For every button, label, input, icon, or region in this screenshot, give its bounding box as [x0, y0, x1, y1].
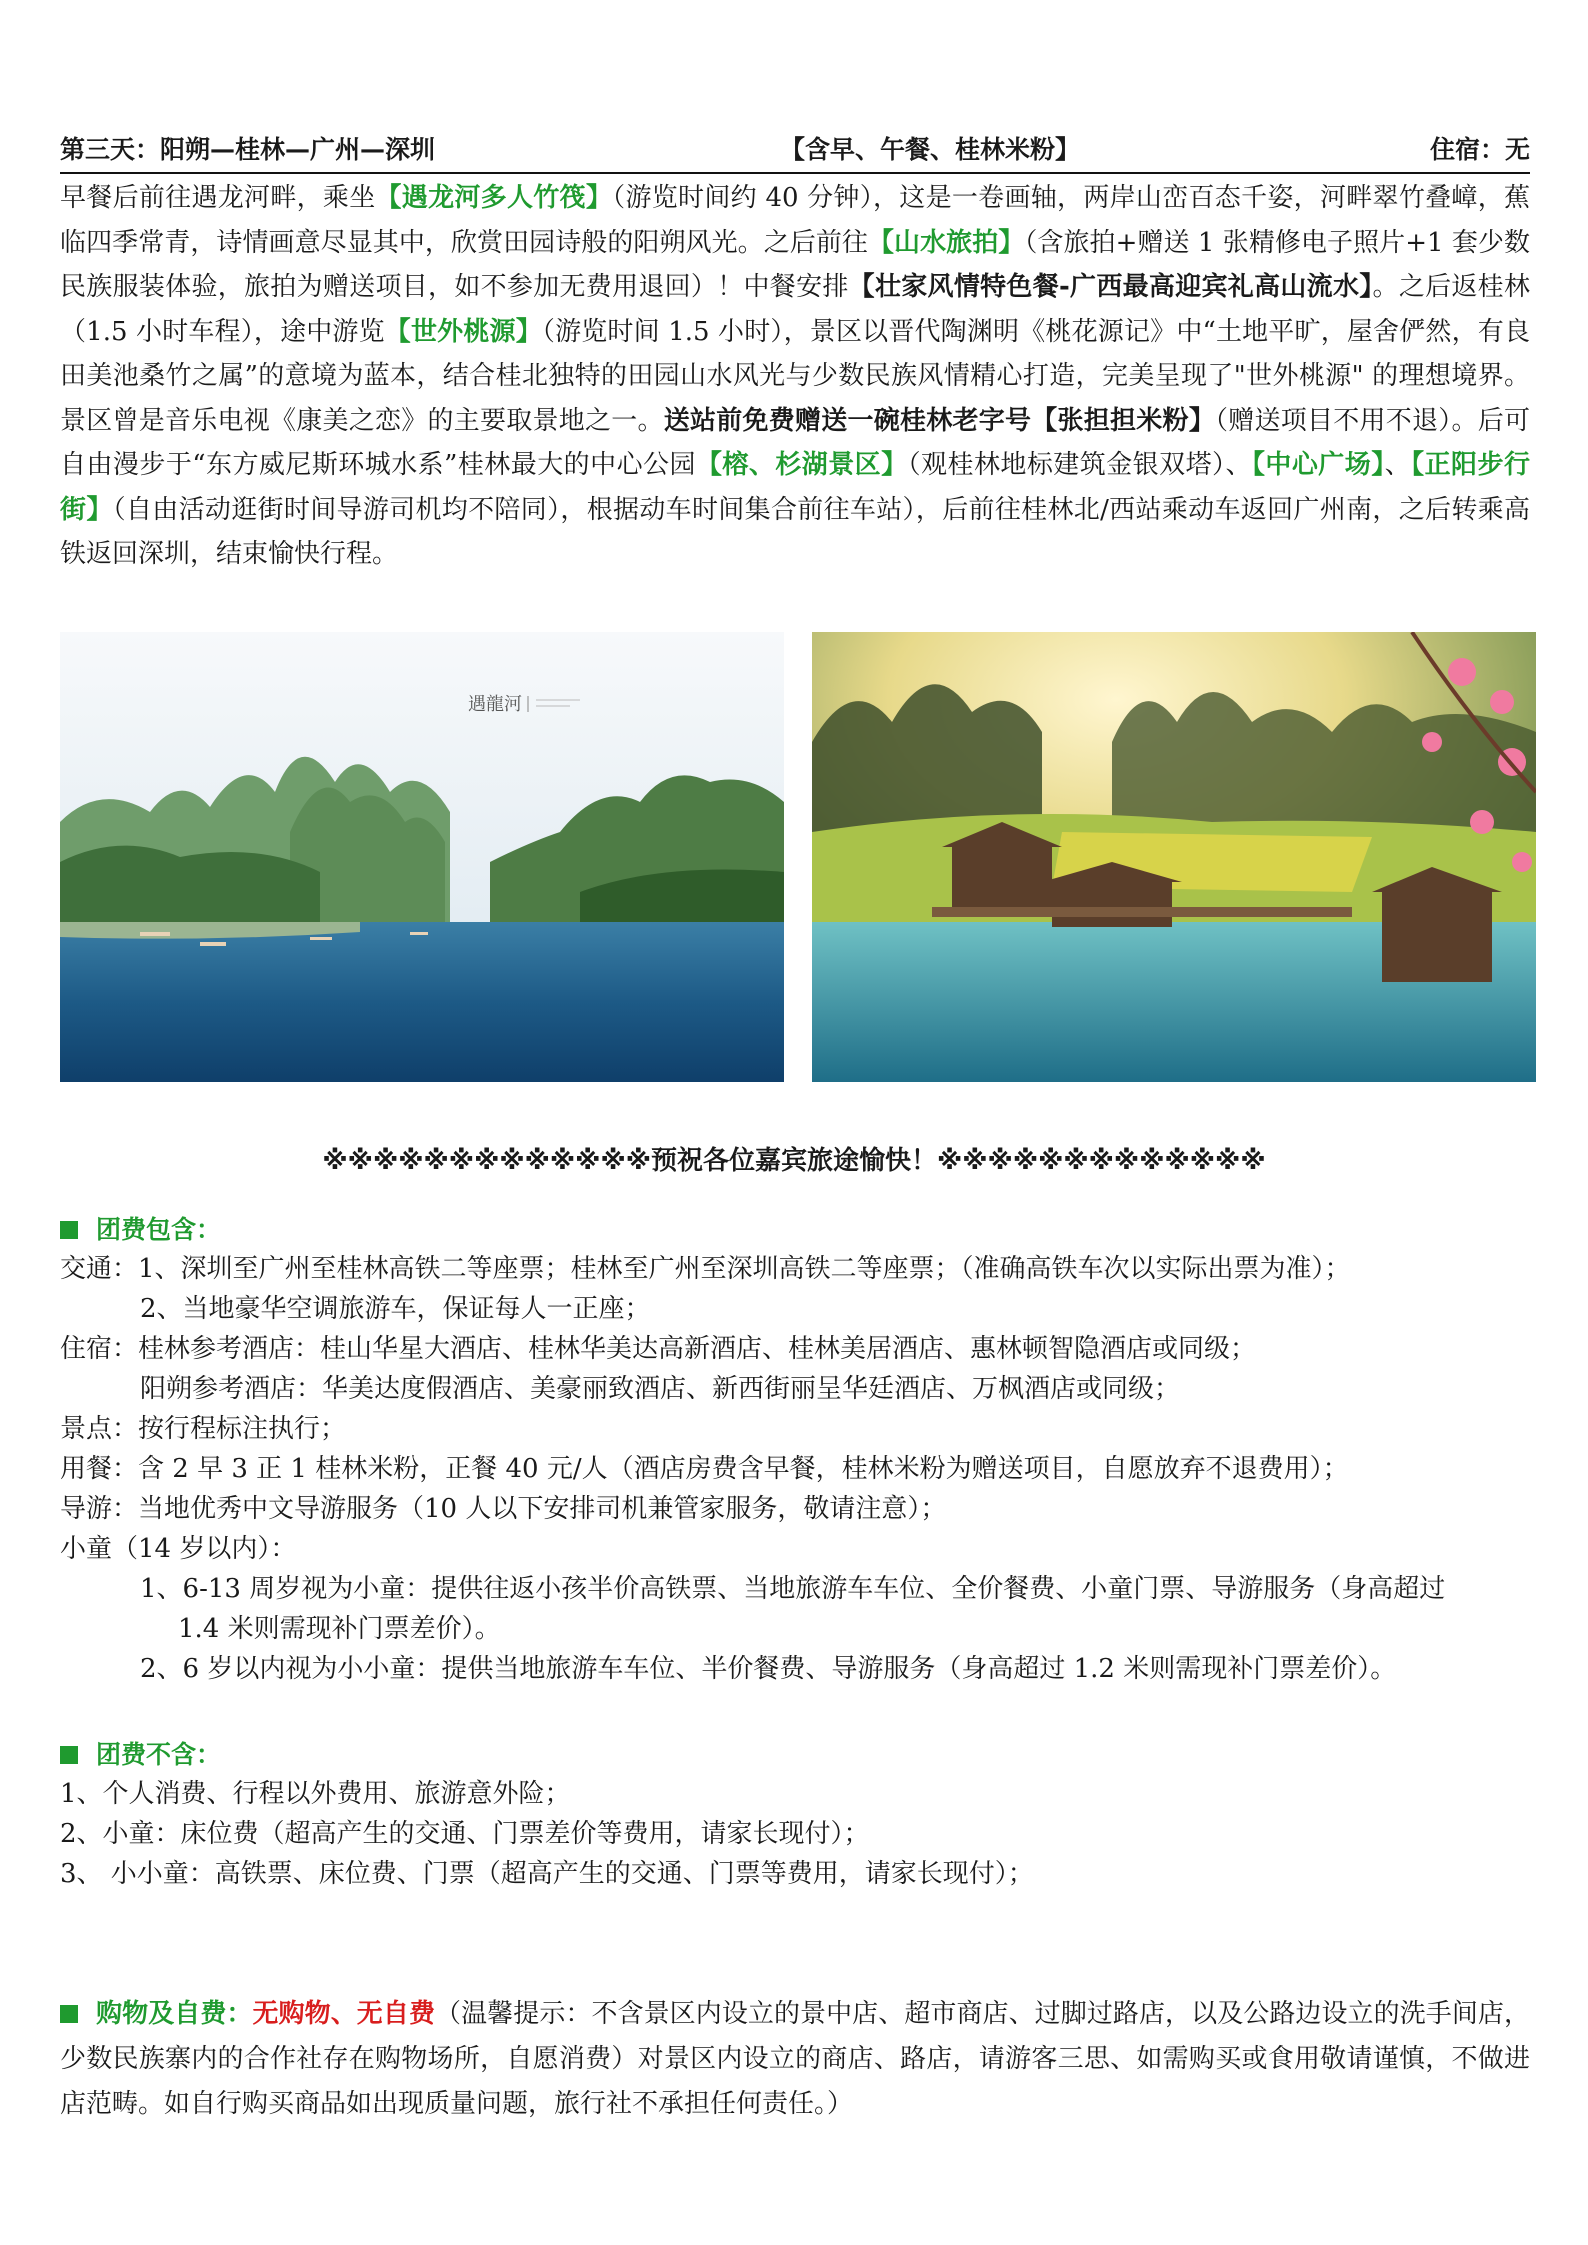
itinerary-text: 、	[1384, 450, 1412, 480]
included-line: 住宿：桂林参考酒店：桂山华星大酒店、桂林华美达高新酒店、桂林美居酒店、惠林顿智隐酒店或同级；	[60, 1334, 1257, 1364]
shopping-paragraph	[60, 1992, 1530, 2127]
photo-caption: 遇龍河	[468, 694, 522, 715]
excluded-heading	[60, 1735, 221, 1771]
included-line: 小童（14 岁以内）：	[60, 1534, 297, 1564]
included-line: 导游：当地优秀中文导游服务（10 人以下安排司机兼管家服务，敬请注意）；	[60, 1494, 947, 1524]
shopping-text: （温馨提示：不含景区内设立的景中店、超市商店、过脚过路店，以及公路边设立的洗手间店，少数民族寨内的合作社存在购物场所，自愿消费）对景区内设立的商店、路店，请游客三思、如需购买或食用敬请谨慎，不做进店范畴。如自行购买商品如出现质量问题，旅行社不承担任何责任。）	[60, 1999, 1530, 2119]
itinerary-paragraph	[60, 176, 1530, 577]
itinerary-text: （游览时间 1.5 小时），景区以晋代陶渊明《桃花源记》中“土地平旷，屋舍俨然，有良田美池桑竹之属”的意境为蓝本，结合桂北独特的田园山水风光与少数民族风情精心打造，完美呈现了"世外桃源" 的理想境界。景区曾是音乐电视《康美之恋》的主要取景地之一。	[60, 316, 1530, 436]
itinerary-text: （游览时间约 40 分钟），这是一卷画轴，两岸山峦百态千姿，河畔翠竹叠嶂，蕉临四季常青，诗情画意尽显其中，欣赏田园诗般的阳朔风光。之后前往	[60, 183, 1530, 258]
travel-wish: ※※※※※※※※※※※※※预祝各位嘉宾旅途愉快！※※※※※※※※※※※※※	[322, 1146, 1266, 1176]
itinerary-text: （含旅拍+赠送 1 张精修电子照片+1 套少数民族服装体验，旅拍为赠送项目，如不参加无费用退回）！中餐安排	[60, 227, 1530, 302]
itinerary-text: （自由活动逛街时间导游司机均不陪同），根据动车时间集合前往车站），后前往桂林北/西站乘动车返回广州南，之后转乘高铁返回深圳，结束愉快行程。	[60, 494, 1530, 569]
included-line: 2、6 岁以内视为小小童：提供当地旅游车车位、半价餐费、导游服务（身高超过 1.2 米则需现补门票差价）。	[140, 1654, 1397, 1684]
highlight-lunch: 【壮家风情特色餐-广西最高迎宾礼高山流水】	[848, 272, 1373, 302]
itinerary-text: 早餐后前往遇龙河畔，乘坐	[60, 183, 376, 213]
shopping-title: 购物及自费：	[96, 1999, 253, 2029]
itinerary-text: （赠送项目不用不退）。后可自由漫步于“东方威尼斯环城水系”桂林最大的中心公园	[60, 405, 1530, 480]
day-accommodation: 住宿：无	[1429, 135, 1530, 164]
square-bullet-icon	[60, 1221, 78, 1239]
highlight-photo-tour: 【山水旅拍】	[867, 227, 1025, 258]
excluded-line: 2、小童：床位费（超高产生的交通、门票差价等费用，请家长现付）；	[60, 1819, 870, 1849]
included-line: 1.4 米则需现补门票差价）。	[178, 1614, 501, 1644]
included-line: 景点：按行程标注执行；	[60, 1414, 347, 1444]
excluded-line: 3、 小小童：高铁票、床位费、门票（超高产生的交通、门票等费用，请家长现付）；	[60, 1859, 1034, 1889]
included-line: 用餐：含 2 早 3 正 1 桂林米粉，正餐 40 元/人（酒店房费含早餐，桂林米粉为赠送项目，自愿放弃不退费用）；	[60, 1454, 1349, 1484]
highlight-zhengyang-street: 【正阳步行街】	[60, 450, 1530, 525]
included-heading	[60, 1210, 221, 1246]
day-meals: 【含早、午餐、桂林米粉】	[780, 135, 1081, 164]
included-line: 交通：1、深圳至广州至桂林高铁二等座票；桂林至广州至深圳高铁二等座票；（准确高铁车次以实际出票为准）；	[60, 1254, 1351, 1284]
included-line: 2、当地豪华空调旅游车，保证每人一正座；	[140, 1294, 651, 1324]
included-line: 阳朔参考酒店：华美达度假酒店、美豪丽致酒店、新西街丽呈华廷酒店、万枫酒店或同级；	[140, 1374, 1181, 1404]
day-header	[60, 128, 1530, 174]
highlight-yulong-river: 【遇龙河多人竹筏】	[375, 183, 613, 213]
excluded-line: 1、个人消费、行程以外费用、旅游意外险；	[60, 1779, 571, 1809]
yulong-river-photo	[60, 632, 784, 1082]
square-bullet-icon	[60, 1746, 78, 1764]
day-route: 第三天：阳朔—桂林—广州—深圳	[60, 135, 436, 164]
highlight-shangri-la: 【世外桃源】	[384, 316, 542, 347]
itinerary-text: 。之后返桂林（1.5 小时车程），途中游览	[60, 272, 1530, 347]
excluded-title: 团费不含：	[96, 1740, 222, 1769]
square-bullet-icon	[60, 2005, 78, 2023]
included-title: 团费包含：	[96, 1215, 222, 1244]
shangri-la-photo	[812, 632, 1536, 1082]
highlight-rice-noodle: 送站前免费赠送一碗桂林老字号【张担担米粉】	[663, 405, 1215, 436]
highlight-two-lakes: 【榕、杉湖景区】	[695, 450, 908, 480]
shopping-highlight: 无购物、无自费	[252, 1999, 436, 2029]
included-line: 1、6-13 周岁视为小童：提供往返小孩半价高铁票、当地旅游车车位、全价餐费、小童门票、导游服务（身高超过	[140, 1574, 1446, 1604]
itinerary-text: （观桂林地标建筑金银双塔）、	[907, 450, 1252, 480]
highlight-central-square: 【中心广场】	[1251, 450, 1385, 480]
